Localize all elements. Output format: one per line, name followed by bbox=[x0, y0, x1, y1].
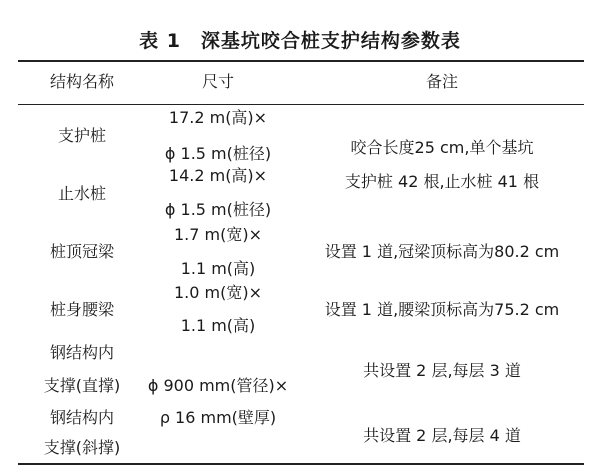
row-crown-beam-size-line2: 1.1 m(高) bbox=[180, 259, 256, 278]
row-waist-beam-note: 设置 1 道,腰梁顶标高为75.2 cm bbox=[324, 300, 560, 319]
row-diagonal-strut-name-line1: 钢结构内 bbox=[49, 408, 114, 427]
steel-size-line2: ρ 16 mm(壁厚) bbox=[159, 408, 277, 427]
pile-note-line2: 支护桩 42 根,止水桩 41 根 bbox=[344, 172, 540, 191]
header-remark: 备注 bbox=[425, 72, 458, 91]
row-waterstop-pile-name: 止水桩 bbox=[57, 184, 106, 203]
header-rule bbox=[18, 104, 584, 105]
header-size: 尺寸 bbox=[201, 72, 234, 91]
bottom-rule bbox=[18, 463, 584, 465]
row-waist-beam-size-line1: 1.0 m(宽)× bbox=[173, 283, 262, 302]
row-crown-beam-note: 设置 1 道,冠梁顶标高为80.2 cm bbox=[324, 242, 560, 261]
row-waist-beam-size-line2: 1.1 m(高) bbox=[180, 316, 256, 335]
row-straight-strut-name-line2: 支撑(直撑) bbox=[43, 376, 121, 395]
row-support-pile-size-line2: ϕ 1.5 m(桩径) bbox=[164, 144, 272, 163]
row-straight-strut-name-line1: 钢结构内 bbox=[49, 343, 114, 362]
row-support-pile-name: 支护桩 bbox=[57, 126, 106, 145]
pile-note-line1: 咬合长度25 cm,单个基坑 bbox=[350, 138, 534, 157]
row-diagonal-strut-note: 共设置 2 层,每层 4 道 bbox=[363, 426, 521, 445]
table-title: 表 1 深基坑咬合桩支护结构参数表 bbox=[139, 30, 461, 52]
row-waterstop-pile-size-line1: 14.2 m(高)× bbox=[168, 166, 268, 185]
row-straight-strut-note: 共设置 2 层,每层 3 道 bbox=[363, 361, 521, 380]
row-crown-beam-name: 桩顶冠梁 bbox=[49, 242, 114, 261]
row-crown-beam-size-line1: 1.7 m(宽)× bbox=[173, 225, 262, 244]
row-waist-beam-name: 桩身腰梁 bbox=[49, 300, 114, 319]
steel-size-line1: ϕ 900 mm(管径)× bbox=[147, 376, 289, 395]
row-waterstop-pile-size-line2: ϕ 1.5 m(桩径) bbox=[164, 200, 272, 219]
header-structure-name: 结构名称 bbox=[49, 72, 114, 91]
top-rule bbox=[18, 60, 584, 62]
row-diagonal-strut-name-line2: 支撑(斜撑) bbox=[43, 438, 121, 457]
row-support-pile-size-line1: 17.2 m(高)× bbox=[168, 108, 268, 127]
